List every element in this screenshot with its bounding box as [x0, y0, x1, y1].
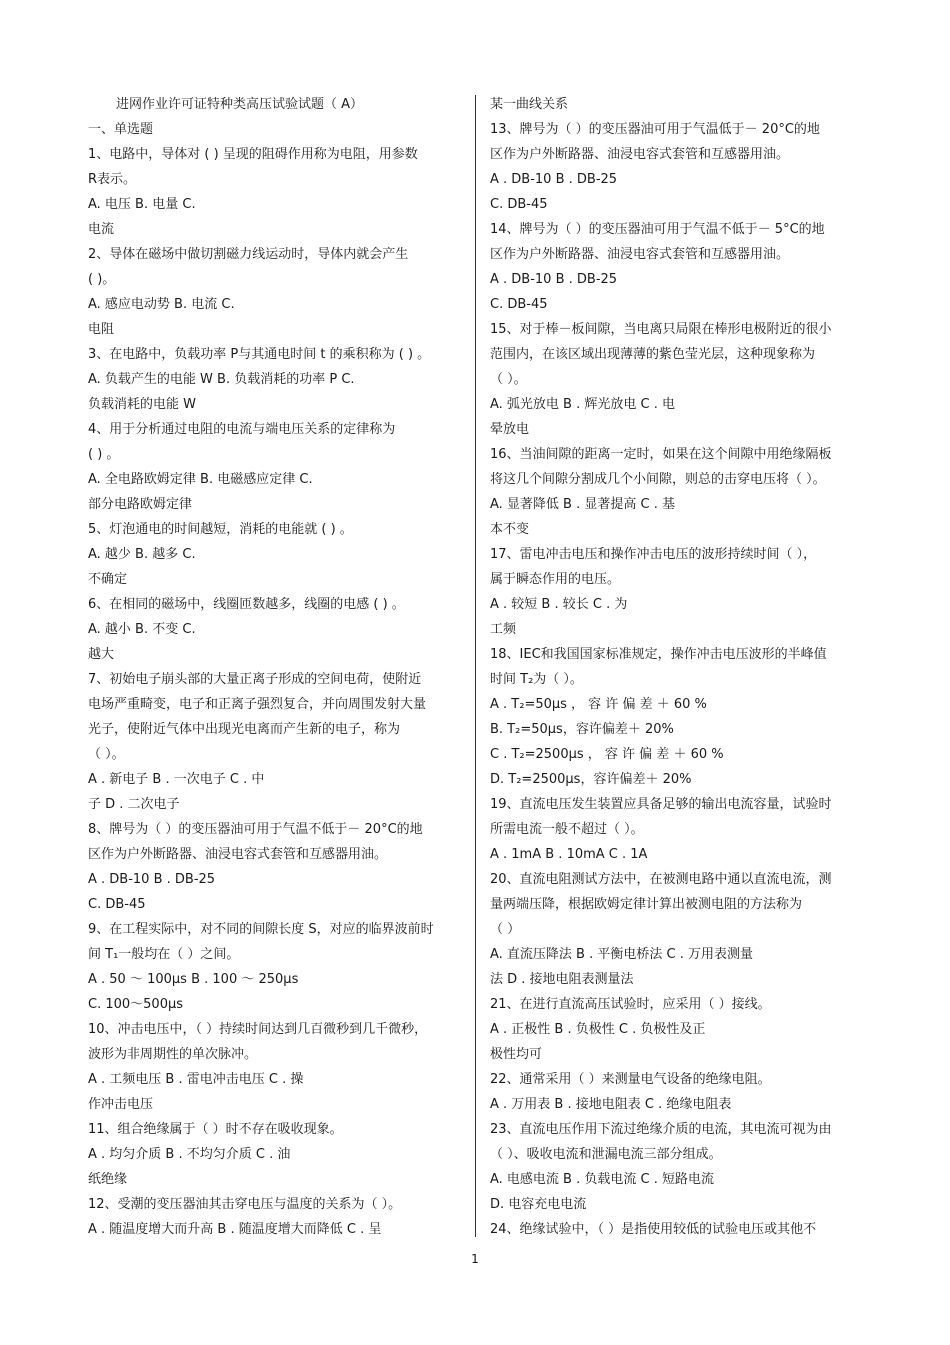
text-line: 11、组合绝缘属于（ ）时不存在吸收现象。 [88, 1122, 343, 1137]
text-line: A . 1mA B . 10mA C . 1A [490, 847, 648, 862]
text-line: C . T₂=2500μs ， 容 许 偏 差 ＋ 60 % [490, 747, 724, 762]
text-line: A. 负载产生的电能 W B. 负载消耗的功率 P C. [88, 372, 355, 387]
text-line: 20、直流电阻测试方法中，在被测电路中通以直流电流，测 [490, 872, 832, 887]
text-line: 作冲击电压 [88, 1097, 154, 1112]
text-line: A. 越少 B. 越多 C. [88, 547, 196, 562]
text-line: 10、冲击电压中，（ ）持续时间达到几百微秒到几千微秒， [88, 1022, 428, 1037]
text-line: 23、直流电压作用下流过绝缘介质的电流，其电流可视为由 [490, 1122, 832, 1137]
text-line: A . DB-10 B . DB-25 [88, 872, 216, 887]
text-line: （ ） [490, 922, 521, 937]
text-line: 时间 T₂为（ ）。 [490, 672, 583, 687]
text-line: 4、用于分析通过电阻的电流与端电压关系的定律称为 [88, 422, 396, 437]
text-line: 法 D . 接地电阻表测量法 [490, 972, 634, 987]
text-line: ( ) 。 [88, 447, 120, 462]
text-line: 6、在相同的磁场中，线圈匝数越多，线圈的电感 ( ) 。 [88, 597, 405, 612]
text-line: A. 显著降低 B . 显著提高 C . 基 [490, 497, 675, 512]
text-line: （ ）。 [88, 747, 125, 762]
text-line: 某一曲线关系 [490, 97, 569, 112]
text-line: 22、通常采用（ ）来测量电气设备的绝缘电阻。 [490, 1072, 771, 1087]
text-line: C. 100～500μs [88, 997, 184, 1012]
text-line: C. DB-45 [88, 897, 146, 912]
text-line: 电场严重畸变，电子和正离子强烈复合，并向周围发射大量 [88, 697, 427, 712]
text-line: 区作为户外断路器、油浸电容式套管和互感器用油。 [88, 847, 388, 862]
text-line: A . 新电子 B . 一次电子 C . 中 [88, 772, 265, 787]
text-line: A. 全电路欧姆定律 B. 电磁感应定律 C. [88, 472, 313, 487]
text-line: 7、初始电子崩头部的大量正离子形成的空间电荷，使附近 [88, 672, 422, 687]
text-line: A. 电感电流 B . 负载电流 C . 短路电流 [490, 1172, 714, 1187]
text-line: 9、在工程实际中，对不同的间隙长度 S，对应的临界波前时 [88, 922, 434, 937]
text-line: A . 随温度增大而升高 B . 随温度增大而降低 C . 呈 [88, 1222, 382, 1237]
text-line: A . 均匀介质 B . 不均匀介质 C . 油 [88, 1147, 291, 1162]
text-line: A. 感应电动势 B. 电流 C. [88, 297, 235, 312]
text-line: 极性均可 [490, 1047, 543, 1062]
column-divider [475, 95, 476, 1237]
text-line: A. 越小 B. 不变 C. [88, 622, 196, 637]
text-line: 电阻 [88, 322, 115, 337]
text-line: 21、在进行直流高压试验时，应采用（ ）接线。 [490, 997, 771, 1012]
text-line: 量两端压降，根据欧姆定律计算出被测电阻的方法称为 [490, 897, 803, 912]
text-line: C. DB-45 [490, 197, 548, 212]
text-line: 15、对于棒－板间隙，当电离只局限在棒形电极附近的很小 [490, 322, 832, 337]
text-line: 13、牌号为（ ）的变压器油可用于气温低于－ 20°C的地 [490, 122, 820, 137]
text-line: 工频 [490, 622, 517, 637]
text-line: 间 T₁一般均在（ ）之间。 [88, 947, 240, 962]
text-line: 一、单选题 [88, 122, 154, 137]
text-line: D. 电容充电电流 [490, 1197, 587, 1212]
text-line: （ ）、吸收电流和泄漏电流三部分组成。 [490, 1147, 722, 1162]
text-line: （ ）。 [490, 372, 527, 387]
text-line: 19、直流电压发生装置应具备足够的输出电流容量，试验时 [490, 797, 832, 812]
text-line: 3、在电路中，负载功率 P与其通电时间 t 的乘积称为 ( ) 。 [88, 347, 431, 362]
text-line: A . 工频电压 B . 雷电冲击电压 C . 操 [88, 1072, 304, 1087]
text-line: 12、受潮的变压器油其击穿电压与温度的关系为（ ）。 [88, 1197, 402, 1212]
text-line: 14、牌号为（ ）的变压器油可用于气温不低于－ 5°C的地 [490, 222, 825, 237]
text-line: 波形为非周期性的单次脉冲。 [88, 1047, 258, 1062]
text-line: A . 万用表 B . 接地电阻表 C . 绝缘电阻表 [490, 1097, 732, 1112]
text-line: 范围内，在该区域出现薄薄的紫色莹光层，这种现象称为 [490, 347, 816, 362]
text-line: A . T₂=50μs ， 容 许 偏 差 ＋ 60 % [490, 697, 707, 712]
text-line: 子 D . 二次电子 [88, 797, 180, 812]
text-line: 将这几个间隙分割成几个小间隙，则总的击穿电压将（ ）。 [490, 472, 826, 487]
text-line: 18、IEC和我国国家标准规定，操作冲击电压波形的半峰值 [490, 647, 827, 662]
text-line: R表示。 [88, 172, 137, 187]
text-line: 16、当油间隙的距离一定时，如果在这个间隙中用绝缘隔板 [490, 447, 832, 462]
text-line: 光子，使附近气体中出现光电离而产生新的电子，称为 [88, 722, 401, 737]
text-line: 不确定 [88, 572, 128, 587]
text-line: 电流 [88, 222, 115, 237]
text-line: 17、雷电冲击电压和操作冲击电压的波形持续时间（ ）， [490, 547, 817, 562]
text-line: 越大 [88, 647, 115, 662]
text-line: A . 较短 B . 较长 C . 为 [490, 597, 628, 612]
text-line: 1、电路中，导体对 ( ) 呈现的阻碍作用称为电阻，用参数 [88, 147, 418, 162]
text-line: 24、绝缘试验中，（ ）是指使用较低的试验电压或其他不 [490, 1222, 817, 1237]
text-line: 2、导体在磁场中做切割磁力线运动时，导体内就会产生 [88, 247, 409, 262]
text-line: A. 直流压降法 B . 平衡电桥法 C . 万用表测量 [490, 947, 753, 962]
text-line: A . 正极性 B . 负极性 C . 负极性及正 [490, 1022, 706, 1037]
text-line: A . DB-10 B . DB-25 [490, 172, 618, 187]
text-line: 部分电路欧姆定律 [88, 497, 193, 512]
text-line: A. 电压 B. 电量 C. [88, 197, 196, 212]
text-line: A. 弧光放电 B . 辉光放电 C . 电 [490, 397, 675, 412]
text-line: A . 50 ～ 100μs B . 100 ～ 250μs [88, 972, 299, 987]
text-line: D. T₂=2500μs，容许偏差＋ 20% [490, 772, 692, 787]
text-line: B. T₂=50μs，容许偏差＋ 20% [490, 722, 674, 737]
text-line: 5、灯泡通电的时间越短，消耗的电能就 ( ) 。 [88, 522, 353, 537]
text-line: 所需电流一般不超过（ ）。 [490, 822, 644, 837]
right-column [490, 92, 862, 1242]
text-line: 负载消耗的电能 W [88, 397, 196, 412]
text-line: C. DB-45 [490, 297, 548, 312]
text-line: 区作为户外断路器、油浸电容式套管和互感器用油。 [490, 147, 790, 162]
page-number: 1 [471, 1252, 479, 1266]
text-line: 晕放电 [490, 422, 530, 437]
text-line: 8、牌号为（ ）的变压器油可用于气温不低于－ 20°C的地 [88, 822, 423, 837]
text-line: 属于瞬态作用的电压。 [490, 572, 621, 587]
document-title: 进网作业许可证特种类高压试验试题（ A） [116, 97, 364, 112]
left-column [88, 92, 460, 1242]
text-line: 纸绝缘 [88, 1172, 128, 1187]
text-line: ( )。 [88, 272, 116, 287]
text-line: 区作为户外断路器、油浸电容式套管和互感器用油。 [490, 247, 790, 262]
text-line: A . DB-10 B . DB-25 [490, 272, 618, 287]
text-line: 本不变 [490, 522, 530, 537]
